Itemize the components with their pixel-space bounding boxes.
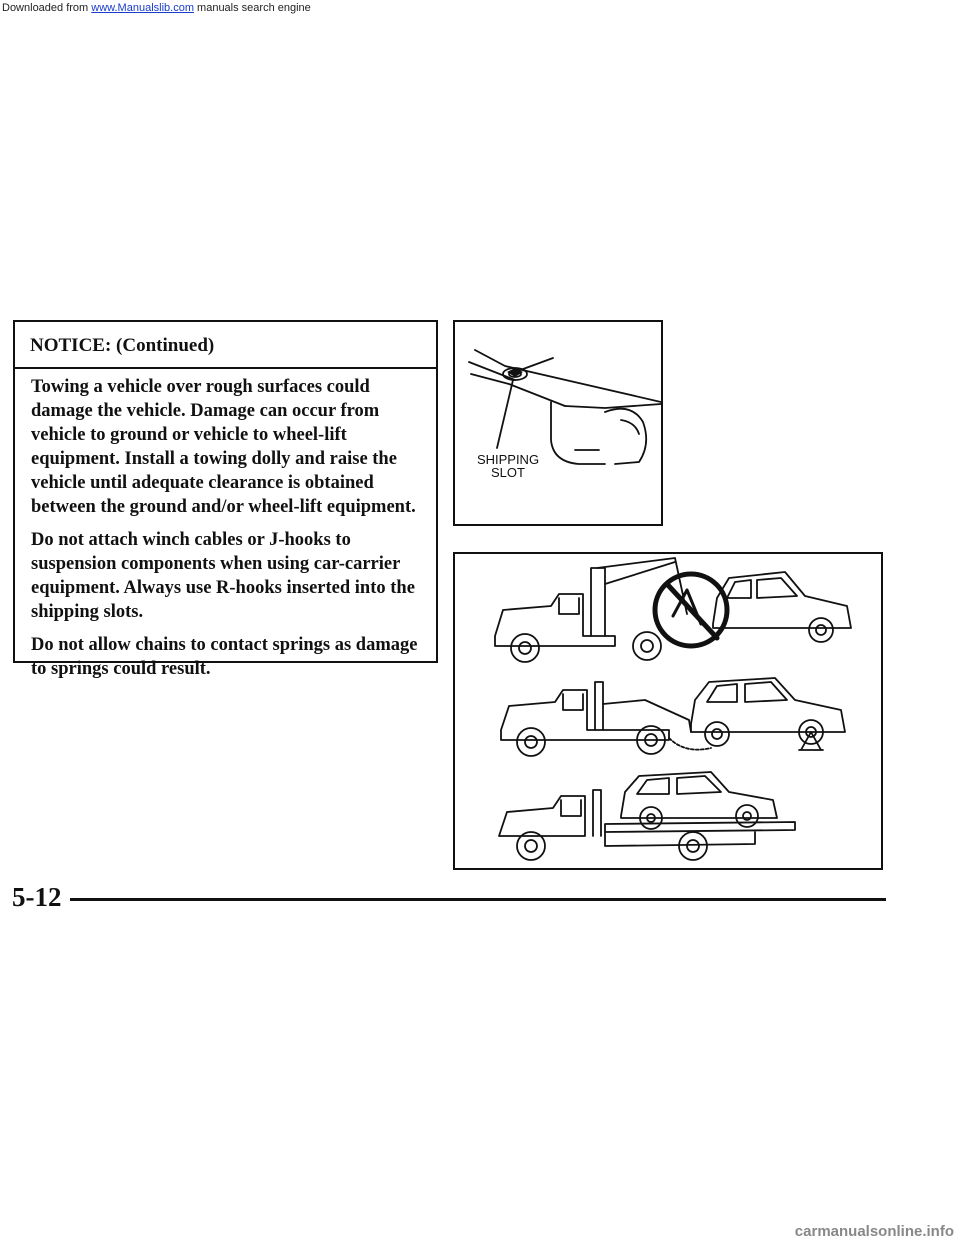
footer-rule xyxy=(70,898,886,901)
flatbed-carried-car xyxy=(621,772,777,829)
shipping-slot-drawing xyxy=(455,322,661,524)
notice-heading: NOTICE: (Continued) xyxy=(15,322,436,369)
notice-paragraph-winch-cables: Do not attach winch cables or J-hooks to suspension components when using car-carrier equipment. Always use R-hooks inserted into the shipping slots. xyxy=(31,530,415,622)
sling-towed-car xyxy=(713,572,851,642)
notice-paragraph-chains: Do not allow chains to contact springs as damage to springs could result. xyxy=(31,635,418,679)
tow-chain xyxy=(669,738,711,750)
download-banner xyxy=(0,0,960,16)
page-number: 5-12 xyxy=(12,882,62,912)
wheel-lift-truck xyxy=(501,682,691,756)
wheel-lift-towed-car xyxy=(691,678,845,750)
shipping-slot-illustration xyxy=(453,320,663,526)
shipping-slot-label xyxy=(458,453,558,479)
prohibited-icon xyxy=(655,574,727,646)
notice-paragraph-rough-surfaces: Towing a vehicle over rough surfaces could damage the vehicle. Damage can occur from vehicle to ground or vehicle to wheel-lift equipment. Install a towing dolly and raise the vehicle until adequate clearance is obtained between the ground and/or wheel-lift equipment. xyxy=(31,377,416,517)
flatbed-truck xyxy=(499,790,795,860)
banner-prefix: Downloaded from xyxy=(2,2,92,14)
shipping-label-line2: SLOT xyxy=(491,465,525,480)
notice-box xyxy=(13,320,438,679)
towing-methods-drawing xyxy=(455,554,881,868)
sling-tow-truck xyxy=(495,558,687,662)
shipping-label-line1: SHIPPING xyxy=(476,452,540,467)
towing-methods-illustration xyxy=(453,552,883,870)
banner-suffix: manuals search engine xyxy=(193,2,311,14)
notice-body xyxy=(15,369,436,681)
carmanualsonline-watermark[interactable]: carmanualsonline.info xyxy=(794,1223,954,1240)
manualslib-link[interactable]: www.Manualslib.com xyxy=(91,2,194,14)
